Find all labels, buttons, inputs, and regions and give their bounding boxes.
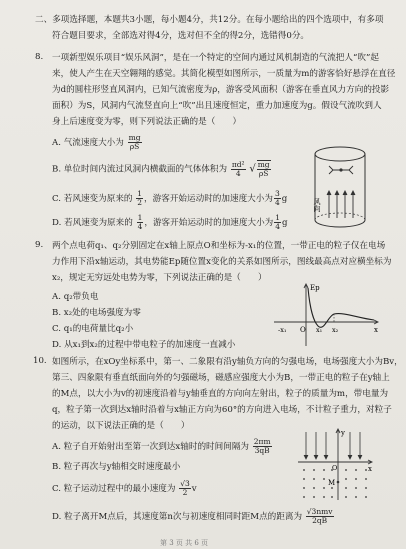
q9-option-a[interactable]: A. q₂带负电 (52, 292, 99, 302)
q8-line-2: 来，使人产生在天空翱翔的感觉。其简化模型如图所示，一质量为m的游客恰好悬浮在直径 (52, 69, 396, 79)
electric-field-lines (304, 432, 362, 459)
q8-option-b[interactable]: B. 单位时间内流过风洞内横截面的气体体积为 $\frac{\text{πd²}}{4}$ √ $\frac{mg}{\rho S}$ (52, 159, 270, 178)
y-axis-label: y (341, 429, 345, 437)
q9-option-c[interactable]: C. q₁的电荷量比q₂小 (52, 324, 134, 334)
q9-line-1: 两个点电荷q₁、q₂分别固定在x轴上原点O和坐标为-x₁的位置，一带正电的粒子仅在电场 (52, 241, 386, 251)
section-header-line1: 二、多项选择题，本题共3小题，每小题4分，共12分。在每小题给出的四个选项中，有多项 (35, 15, 384, 25)
tick-x1: x₁ (316, 326, 323, 334)
q8-option-a[interactable]: A. 气流速度大小为 $\frac{mg}{\rho S}$ (52, 133, 141, 151)
q8-line-4: 面积）为S，风洞内气流竖直向上“吹”出且速度恒定，重力加速度为g。假设气流吹到人 (52, 101, 382, 111)
q10-line-1: 如图所示，在xOy坐标系中，第一、二象限有沿y轴负方向的匀强电场，电场强度大小为Bv， (52, 357, 403, 367)
q8-number: 8. (35, 52, 44, 62)
q8b-root-fraction: $\frac{mg}{\rho S}$ (257, 160, 270, 178)
potential-energy-graph (270, 280, 382, 348)
q10-option-c[interactable]: C. 粒子运动过程中的最小速度为 $\frac{√3}{2}$ v (52, 479, 197, 497)
page-footer: 第 3 页 共 6 页 (160, 539, 209, 547)
origin-label: O (300, 326, 306, 334)
wind-direction-label: 风向 (313, 198, 321, 212)
wind-tunnel-figure (305, 140, 375, 232)
ep-axis-label: Ep (310, 284, 320, 292)
q10-number: 10. (33, 356, 47, 366)
q8-option-c[interactable]: C. 若风速变为原来的 $\frac{1}{2}$ ，游客开始运动时的加速度大小为 $\frac{3}{4}$ g (52, 189, 288, 207)
tick-x2: x₂ (332, 326, 339, 334)
q9-line-3: x₂，规定无穷远处电势为零，下列说法正确的是（ ） (52, 273, 267, 283)
origin-label: O (332, 464, 338, 472)
q8-line-3: 为d的圆柱形竖直风洞内，已知气流密度为ρ，游客受风面积（游客在垂直风力方向的投影 (52, 85, 390, 95)
q9-option-b[interactable]: B. x₂处的电场强度为零 (52, 308, 141, 318)
q8-line-1: 一项新型娱乐项目“娱乐风洞”，是在一个特定的空间内通过风机制造的气流把人“吹”起 (52, 53, 379, 63)
q9-line-2: 力作用下沿x轴运动，其电势能Ep随位置x变化的关系如图所示，图线最高点对应横坐标为 (52, 257, 392, 267)
q10-line-5: 的运动，以下说法正确的是（ ） (52, 421, 190, 431)
q10-line-3: 的M点，以大小为v的初速度沿着与y轴垂直的方向向左射出，粒子的质量为m，带电量为 (52, 389, 389, 399)
sqrt-icon: √ (249, 163, 256, 175)
q8-line-5: 身上后速度变为零，则下列说法正确的是（ ） (52, 117, 242, 127)
q9-option-d[interactable]: D. 从x₁到x₂的过程中带电粒子的加速度一直减小 (52, 340, 236, 350)
point-m-label: M (328, 479, 336, 487)
q10-line-4: q，粒子第一次到达x轴时沿着与x轴正方向为60°的方向进入电场，不计粒子重力，对粒子 (52, 405, 392, 415)
q8b-fraction: $\frac{\text{πd²}}{4}$ (231, 159, 245, 178)
q10-option-a[interactable]: A. 粒子自开始射出至第一次到达x轴时的时间间隔为 $\frac{2\pi m}{3qB}$ (52, 437, 271, 455)
person-icon (329, 166, 353, 174)
q10-option-d[interactable]: D. 粒子离开M点后，其速度第n次与初速度相同时距M点的距离为 $\frac{\text{√3nmv}}{2qB}$ (52, 507, 333, 525)
tick-neg-x1: -x₁ (278, 326, 287, 334)
q9-number: 9. (35, 240, 44, 250)
ep-curve (308, 288, 374, 327)
q10-option-b[interactable]: B. 粒子再次与y轴相交时速度最小 (52, 462, 181, 472)
q10-line-2: 第三、四象限有垂直纸面向外的匀强磁场，磁感应强度大小为B，一带正电的粒子在y轴上 (52, 373, 390, 383)
point-m (337, 481, 340, 484)
q8a-fraction: $\frac{mg}{\rho S}$ (128, 133, 141, 151)
x-axis-label: x (374, 326, 378, 334)
q8-option-d[interactable]: D. 若风速变为原来的 $\frac{1}{4}$ ，游客开始运动时的加速度大小为 $\frac{1}{4}$ g (52, 213, 288, 231)
section-header-line2: 符合题目要求，全部选对得4分，选对但不全的得2分，选错得0分。 (52, 31, 310, 41)
field-figure (296, 426, 376, 502)
x-axis-label: x (368, 465, 372, 473)
